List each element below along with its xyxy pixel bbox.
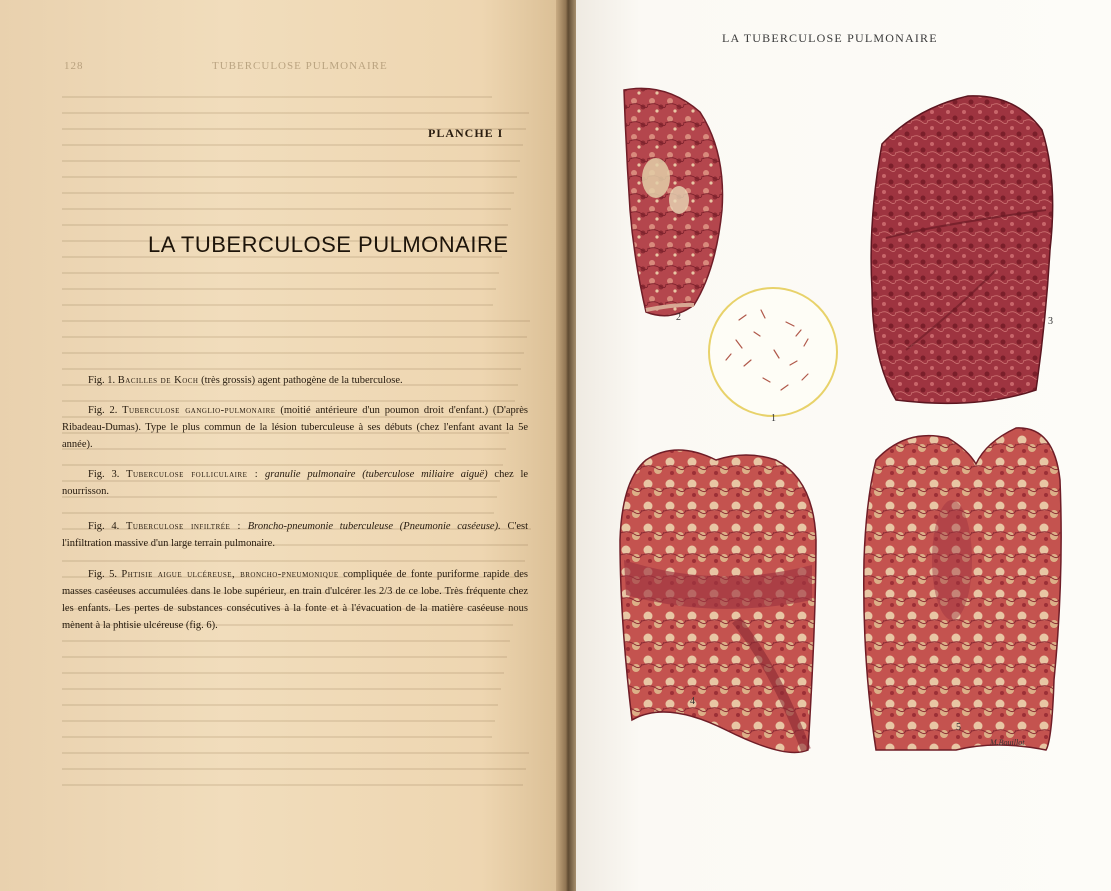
planche-label: PLANCHE I	[428, 126, 504, 140]
show-through-line	[62, 704, 498, 706]
plate-title: LA TUBERCULOSE PULMONAIRE	[148, 232, 509, 257]
caption-fig-2: Fig. 2. Tuberculose ganglio-pulmonaire (moitié antérieure d'un poumon droit d'enfant.) (D'après Ribadeau-Dumas). Type le plus commun de la lésion tuberculeuse à ses débuts (chez l'enfant avant la 5e année).	[62, 405, 529, 450]
show-through-line	[62, 560, 525, 562]
show-through-line	[62, 368, 521, 370]
show-through-line	[62, 736, 492, 738]
show-through-line	[62, 768, 526, 770]
show-through-line	[62, 192, 514, 194]
ghost-header: TUBERCULOSE PULMONAIRE	[212, 60, 388, 72]
plate-figures	[576, 60, 1111, 820]
show-through-line	[62, 176, 517, 178]
caption-fig-3: Fig. 3. Tuberculose folliculaire : granulie pulmonaire (tuberculose miliaire aiguë) chez le nourrisson.	[62, 469, 529, 497]
figure-number-1: 1	[771, 413, 776, 424]
figure-number-3: 3	[1048, 316, 1053, 327]
show-through-line	[62, 272, 499, 274]
artist-signature: M.Bouillot	[990, 738, 1025, 747]
book-gutter	[556, 0, 578, 891]
figure-1-bacilli-slide	[709, 288, 837, 416]
show-through-line	[62, 320, 530, 322]
figure-3-lung	[871, 96, 1053, 403]
show-through-line	[62, 688, 501, 690]
show-through-line	[62, 656, 507, 658]
show-through-line	[62, 336, 527, 338]
show-through-line	[62, 672, 504, 674]
figure-number-2: 2	[676, 312, 681, 323]
show-through-line	[62, 112, 529, 114]
show-through-line	[62, 352, 524, 354]
show-through-line	[62, 640, 510, 642]
show-through-line	[62, 144, 523, 146]
show-through-line	[62, 752, 529, 754]
show-through-line	[62, 208, 511, 210]
show-through-line	[62, 96, 492, 98]
figure-number-4: 4	[690, 696, 695, 707]
show-through-line	[62, 224, 508, 226]
show-through-line	[62, 784, 523, 786]
figure-number-5: 5	[956, 722, 961, 733]
show-through-line	[62, 304, 493, 306]
show-through-line	[62, 160, 520, 162]
show-through-line	[62, 288, 496, 290]
caption-fig-1: Fig. 1. Bacilles de Koch (très grossis) agent pathogène de la tuberculose.	[88, 375, 403, 386]
running-head: LA TUBERCULOSE PULMONAIRE	[722, 31, 938, 45]
caption-fig-5: Fig. 5. Phtisie aigue ulcéreuse, broncho-pneumonique compliquée de fonte puriforme rapide des masses caséeuses accumulées dans le lobe supérieur, en train d'ulcérer les 2/3 de ce lobe. Très fréquente chez les enfants. Les pertes de substances consécutives à la fonte et à l'évacuation de la matière caséeuse nous mènent à la phtisie ulcéreuse (fig. 6).	[62, 569, 529, 631]
caption-fig-4: Fig. 4. Tuberculose infiltrée : Broncho-pneumonie tuberculeuse (Pneumonie caséeuse). C'est l'infiltration massive d'un large terrain pulmonaire.	[62, 521, 529, 549]
show-through-line	[62, 720, 495, 722]
ghost-page-number: 128	[64, 60, 84, 72]
show-through-line	[62, 512, 494, 514]
